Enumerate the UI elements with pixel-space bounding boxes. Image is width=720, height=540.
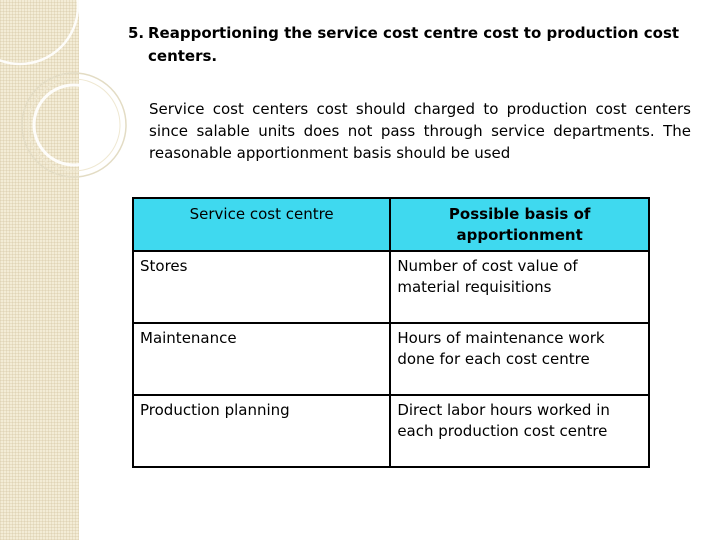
apportionment-table <box>132 197 650 468</box>
heading-line-1: Reapportioning the service cost centre cost to production cost <box>148 24 680 42</box>
table-row <box>133 251 649 323</box>
table-cell-basis: Direct labor hours worked in each production cost centre <box>390 395 649 467</box>
table-cell-centre: Production planning <box>133 395 390 467</box>
table-row <box>133 323 649 395</box>
column-header-basis: Possible basis of apportionment <box>390 198 649 251</box>
table-row <box>133 395 649 467</box>
heading-number: 5. <box>128 24 145 42</box>
intro-paragraph: Service cost centers cost should charged to production cost centers since salable units does not pass through service departments. The reasonable apportionment basis should be used <box>149 100 691 162</box>
table-cell-basis: Number of cost value of material requisitions <box>390 251 649 323</box>
table-header-row <box>133 198 649 251</box>
slide-heading <box>128 22 698 68</box>
decorative-side-strip <box>0 0 79 540</box>
column-header-service-cost-centre: Service cost centre <box>133 198 390 251</box>
table-cell-centre: Maintenance <box>133 323 390 395</box>
table-cell-basis: Hours of maintenance work done for each cost centre <box>390 323 649 395</box>
heading-line-2: centers. <box>148 47 218 65</box>
table-cell-centre: Stores <box>133 251 390 323</box>
